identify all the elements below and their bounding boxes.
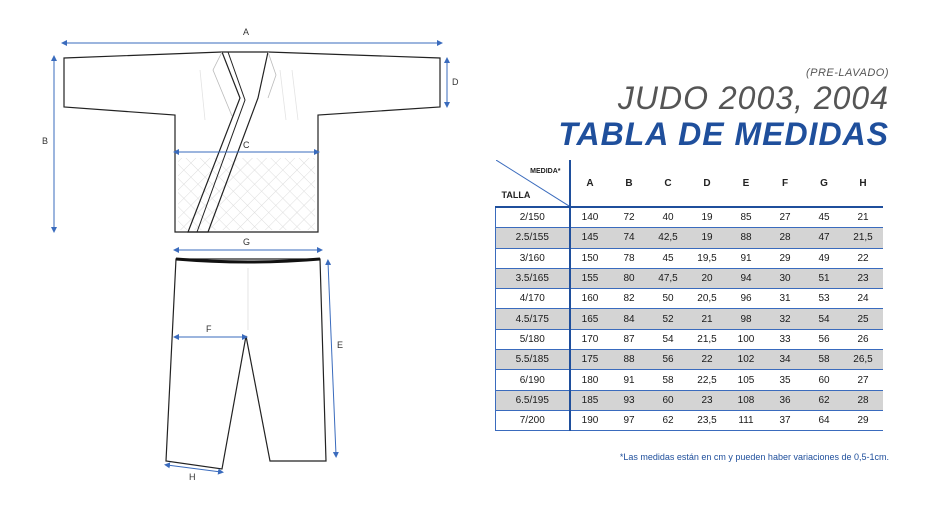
measure-cell: 52	[649, 309, 688, 329]
table-row	[496, 350, 883, 370]
label-f: F	[206, 324, 212, 334]
column-header: F	[766, 160, 805, 207]
label-h: H	[189, 472, 196, 482]
measure-cell: 21	[688, 309, 727, 329]
measure-cell: 50	[649, 289, 688, 309]
measure-cell: 31	[766, 289, 805, 309]
measure-cell: 96	[727, 289, 766, 309]
measure-cell: 78	[610, 248, 649, 268]
measure-cell: 27	[766, 207, 805, 228]
measure-cell: 94	[727, 268, 766, 288]
label-e: E	[337, 340, 344, 350]
measure-cell: 28	[766, 228, 805, 248]
page-title: JUDO 2003, 2004	[617, 80, 889, 116]
measure-cell: 22	[844, 248, 883, 268]
size-cell: 4.5/175	[496, 309, 570, 329]
table-row	[496, 289, 883, 309]
measure-cell: 60	[649, 390, 688, 410]
table-row	[496, 228, 883, 248]
size-cell: 5/180	[496, 329, 570, 349]
measure-cell: 32	[766, 309, 805, 329]
measure-cell: 84	[610, 309, 649, 329]
table-row	[496, 390, 883, 410]
measure-cell: 51	[805, 268, 844, 288]
measure-cell: 170	[570, 329, 610, 349]
measure-cell: 21	[844, 207, 883, 228]
label-c: C	[243, 140, 250, 150]
column-header: H	[844, 160, 883, 207]
size-cell: 5.5/185	[496, 350, 570, 370]
measure-cell: 105	[727, 370, 766, 390]
size-cell: 6/190	[496, 370, 570, 390]
measure-cell: 47,5	[649, 268, 688, 288]
measure-cell: 88	[727, 228, 766, 248]
measure-cell: 37	[766, 410, 805, 430]
table-corner-cell	[496, 160, 570, 207]
measure-cell: 27	[844, 370, 883, 390]
measure-cell: 26	[844, 329, 883, 349]
measure-cell: 19,5	[688, 248, 727, 268]
jacket-drawing	[64, 52, 440, 232]
label-a: A	[243, 27, 250, 37]
measure-cell: 49	[805, 248, 844, 268]
measure-cell: 82	[610, 289, 649, 309]
measure-cell: 97	[610, 410, 649, 430]
size-cell: 3/160	[496, 248, 570, 268]
column-header: E	[727, 160, 766, 207]
garment-diagram	[0, 0, 470, 510]
label-b: B	[42, 136, 49, 146]
measure-cell: 58	[649, 370, 688, 390]
measure-cell: 22,5	[688, 370, 727, 390]
measure-cell: 54	[805, 309, 844, 329]
table-row	[496, 309, 883, 329]
measure-cell: 56	[649, 350, 688, 370]
measure-cell: 54	[649, 329, 688, 349]
measure-cell: 29	[766, 248, 805, 268]
measure-cell: 91	[727, 248, 766, 268]
measure-cell: 190	[570, 410, 610, 430]
table-row	[496, 207, 883, 228]
measure-cell: 64	[805, 410, 844, 430]
measure-cell: 100	[727, 329, 766, 349]
size-cell: 7/200	[496, 410, 570, 430]
measure-cell: 22	[688, 350, 727, 370]
measure-cell: 62	[649, 410, 688, 430]
measure-cell: 45	[805, 207, 844, 228]
measure-cell: 23	[844, 268, 883, 288]
measure-cell: 45	[649, 248, 688, 268]
size-cell: 6.5/195	[496, 390, 570, 410]
measure-cell: 185	[570, 390, 610, 410]
pre-wash-note: (PRE-LAVADO)	[805, 67, 889, 79]
measure-cell: 21,5	[688, 329, 727, 349]
size-table	[495, 160, 883, 431]
size-cell: 2/150	[496, 207, 570, 228]
pants-drawing	[166, 259, 326, 469]
table-header-row	[496, 160, 883, 207]
measure-cell: 19	[688, 228, 727, 248]
measure-cell: 74	[610, 228, 649, 248]
measure-cell: 29	[844, 410, 883, 430]
label-d: D	[452, 77, 459, 87]
measure-cell: 20,5	[688, 289, 727, 309]
measure-cell: 21,5	[844, 228, 883, 248]
table-row	[496, 268, 883, 288]
measure-cell: 88	[610, 350, 649, 370]
measure-cell: 42,5	[649, 228, 688, 248]
measure-cell: 102	[727, 350, 766, 370]
measure-cell: 150	[570, 248, 610, 268]
measure-cell: 145	[570, 228, 610, 248]
measure-cell: 23	[688, 390, 727, 410]
measure-cell: 24	[844, 289, 883, 309]
footnote: *Las medidas están en cm y pueden haber variaciones de 0,5-1cm.	[619, 452, 889, 462]
measure-cell: 20	[688, 268, 727, 288]
measure-cell: 62	[805, 390, 844, 410]
measure-cell: 25	[844, 309, 883, 329]
measure-cell: 175	[570, 350, 610, 370]
measure-cell: 87	[610, 329, 649, 349]
measure-cell: 56	[805, 329, 844, 349]
medida-header: MEDIDA*	[530, 168, 561, 175]
measure-cell: 36	[766, 390, 805, 410]
measure-cell: 53	[805, 289, 844, 309]
column-header: A	[570, 160, 610, 207]
measure-cell: 28	[844, 390, 883, 410]
measure-cell: 19	[688, 207, 727, 228]
label-g: G	[243, 237, 251, 247]
measure-cell: 160	[570, 289, 610, 309]
measure-cell: 35	[766, 370, 805, 390]
column-header: C	[649, 160, 688, 207]
measure-cell: 98	[727, 309, 766, 329]
measure-cell: 23,5	[688, 410, 727, 430]
column-header: G	[805, 160, 844, 207]
talla-header: TALLA	[501, 190, 531, 200]
measure-cell: 33	[766, 329, 805, 349]
measure-cell: 72	[610, 207, 649, 228]
dim-line-e	[328, 262, 336, 455]
size-cell: 4/170	[496, 289, 570, 309]
measure-cell: 30	[766, 268, 805, 288]
measure-cell: 47	[805, 228, 844, 248]
size-cell: 2.5/155	[496, 228, 570, 248]
measure-cell: 140	[570, 207, 610, 228]
measure-cell: 26,5	[844, 350, 883, 370]
measure-cell: 34	[766, 350, 805, 370]
column-header: B	[610, 160, 649, 207]
table-row	[496, 370, 883, 390]
measure-cell: 165	[570, 309, 610, 329]
column-header: D	[688, 160, 727, 207]
table-row	[496, 248, 883, 268]
measure-cell: 40	[649, 207, 688, 228]
table-row	[496, 410, 883, 430]
measure-cell: 180	[570, 370, 610, 390]
table-row	[496, 329, 883, 349]
measure-cell: 91	[610, 370, 649, 390]
page-subtitle: TABLA DE MEDIDAS	[558, 116, 889, 152]
measure-cell: 111	[727, 410, 766, 430]
measure-cell: 85	[727, 207, 766, 228]
measure-cell: 93	[610, 390, 649, 410]
measure-cell: 80	[610, 268, 649, 288]
measure-cell: 108	[727, 390, 766, 410]
size-cell: 3.5/165	[496, 268, 570, 288]
measure-cell: 58	[805, 350, 844, 370]
measure-cell: 60	[805, 370, 844, 390]
measure-cell: 155	[570, 268, 610, 288]
